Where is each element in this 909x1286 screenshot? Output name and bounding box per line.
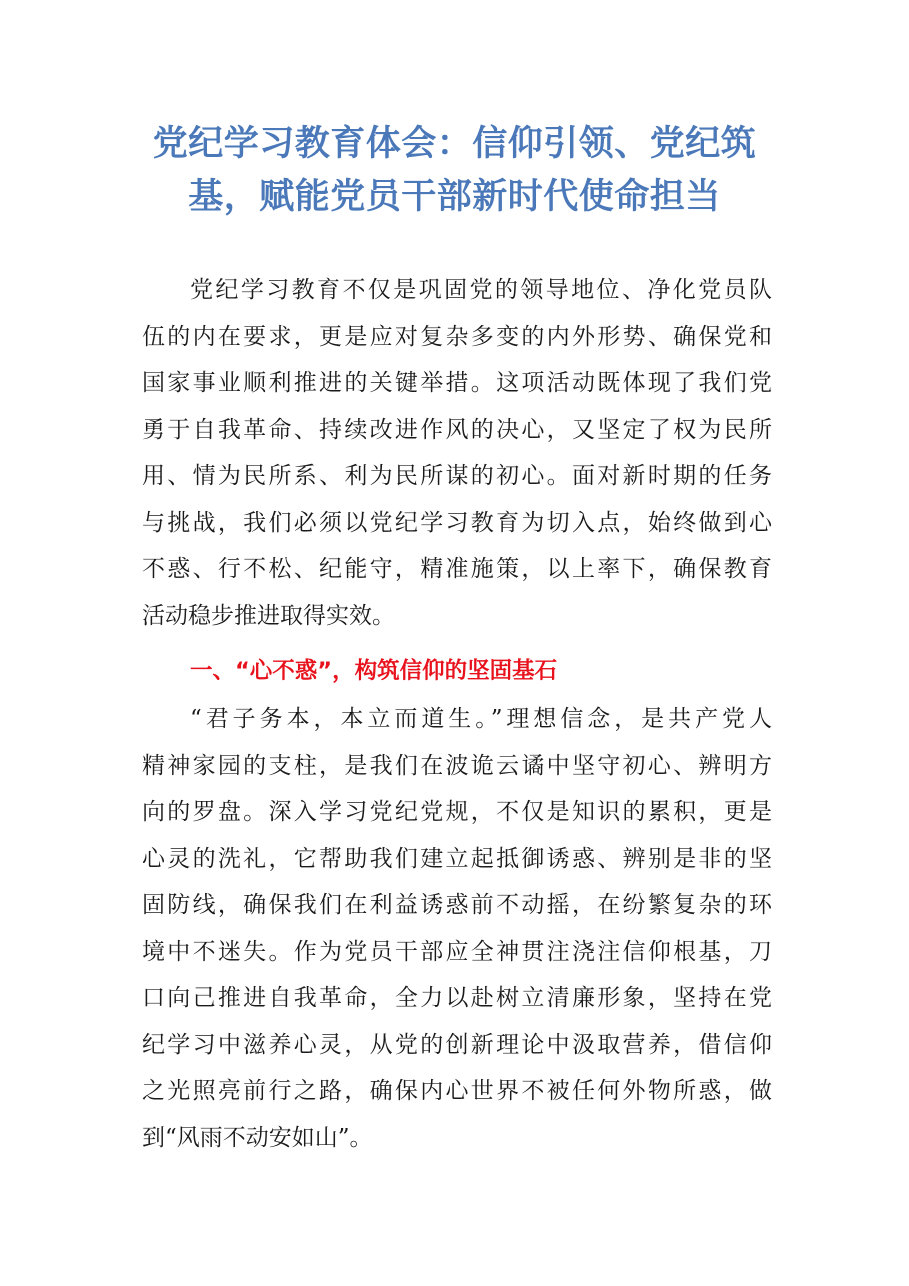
paragraph-line: 国家事业顺利推进的关键举措。这项活动既体现了我们党: [142, 370, 772, 396]
paragraph-line: 用、情为民所系、利为民所谋的初心。面对新时期的任务: [142, 463, 772, 489]
paragraph-line: 口向己推进自我革命，全力以赴树立清廉形象，坚持在党: [142, 985, 772, 1011]
page-title: [120, 118, 789, 224]
paragraph-line: 不惑、行不松、纪能守，精准施策，以上率下，确保教育: [142, 556, 772, 582]
paragraph-line: 之光照亮前行之路，确保内心世界不被任何外物所惑，做: [142, 1078, 772, 1104]
paragraph-line: 精神家园的支柱，是我们在波诡云谲中坚守初心、辨明方: [142, 752, 772, 779]
paragraph-line: 到“风雨不动安如山”。: [142, 1124, 373, 1151]
paragraph-line: 向的罗盘。深入学习党纪党规，不仅是知识的累积，更是: [142, 799, 772, 825]
paragraph-line: 与挑战，我们必须以党纪学习教育为切入点，始终做到心: [142, 509, 772, 536]
title-line: 党纪学习教育体会：信仰引领、党纪筑: [152, 124, 757, 164]
intro-paragraph: [142, 267, 772, 639]
paragraph-line: 活动稳步推进取得实效。: [142, 602, 395, 629]
paragraph-line: 党纪学习教育不仅是巩固党的领导地位、净化党员队: [190, 277, 772, 303]
title-line: 基，赋能党员干部新时代使命担当: [188, 177, 721, 217]
paragraph-line: 固防线，确保我们在利益诱惑前不动摇，在纷繁复杂的环: [142, 892, 772, 918]
paragraph-line: 心灵的洗礼，它帮助我们建立起抵御诱惑、辨别是非的坚: [142, 845, 772, 872]
paragraph-line: 纪学习中滋养心灵，从党的创新理论中汲取营养，借信仰: [142, 1031, 772, 1058]
section-paragraph: [142, 696, 772, 1161]
paragraph-line: 勇于自我革命、持续改进作风的决心，又坚定了权为民所: [142, 416, 772, 443]
paragraph-line: 境中不迷失。作为党员干部应全神贯注浇注信仰根基，刀: [142, 938, 772, 965]
paragraph-line: “君子务本，本立而道生。”理想信念，是共产党人: [190, 706, 772, 732]
section-heading: 一、“心不惑”，构筑信仰的坚固基石: [190, 658, 558, 684]
paragraph-line: 伍的内在要求，更是应对复杂多变的内外形势、确保党和: [142, 323, 772, 350]
